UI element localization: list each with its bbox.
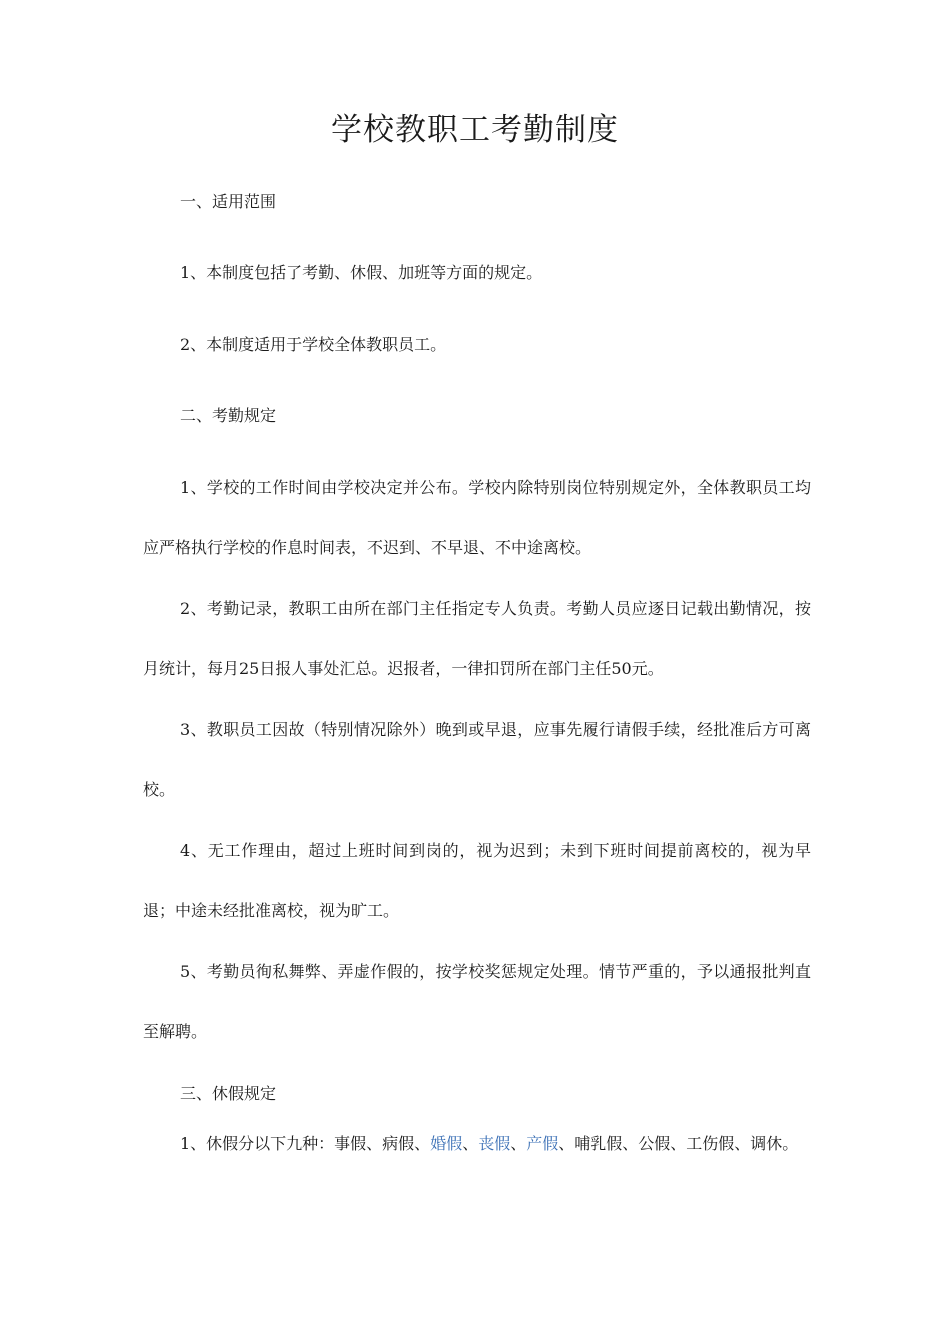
maternity-leave-link[interactable]: 产假	[526, 1134, 559, 1153]
section-heading-attendance: 二、考勤规定	[180, 406, 277, 425]
leave-item-1-prefix: 1、休假分以下九种：事假、病假、	[180, 1134, 431, 1153]
attendance-item-4: 4、无工作理由，超过上班时间到岗的，视为迟到；未到下班时间提前离校的，视为早退；中途未经批准离校，视为旷工。	[143, 841, 811, 920]
leave-separator: 、	[510, 1134, 527, 1153]
marriage-leave-link[interactable]: 婚假	[430, 1134, 463, 1153]
scope-item-1: 1、本制度包括了考勤、休假、加班等方面的规定。	[180, 263, 543, 282]
document-title: 学校教职工考勤制度	[331, 112, 619, 148]
section-heading-leave: 三、休假规定	[180, 1084, 277, 1103]
attendance-item-2: 2、考勤记录，教职工由所在部门主任指定专人负责。考勤人员应逐日记载出勤情况，按月统计，每月25日报人事处汇总。迟报者，一律扣罚所在部门主任50元。	[143, 599, 811, 678]
attendance-item-3: 3、教职员工因故（特别情况除外）晚到或早退，应事先履行请假手续，经批准后方可离校。	[143, 720, 811, 799]
leave-separator: 、	[462, 1134, 479, 1153]
funeral-leave-link[interactable]: 丧假	[478, 1134, 511, 1153]
attendance-item-1: 1、学校的工作时间由学校决定并公布。学校内除特别岗位特别规定外，全体教职员工均应严格执行学校的作息时间表，不迟到、不早退、不中途离校。	[143, 478, 811, 557]
attendance-item-5: 5、考勤员徇私舞弊、弄虚作假的，按学校奖惩规定处理。情节严重的，予以通报批判直至解聘。	[143, 962, 811, 1041]
leave-item-1	[143, 1132, 811, 1156]
section-heading-scope: 一、适用范围	[180, 192, 277, 211]
scope-item-2: 2、本制度适用于学校全体教职员工。	[180, 335, 447, 354]
leave-item-1-suffix: 、哺乳假、公假、工伤假、调休。	[558, 1134, 799, 1153]
